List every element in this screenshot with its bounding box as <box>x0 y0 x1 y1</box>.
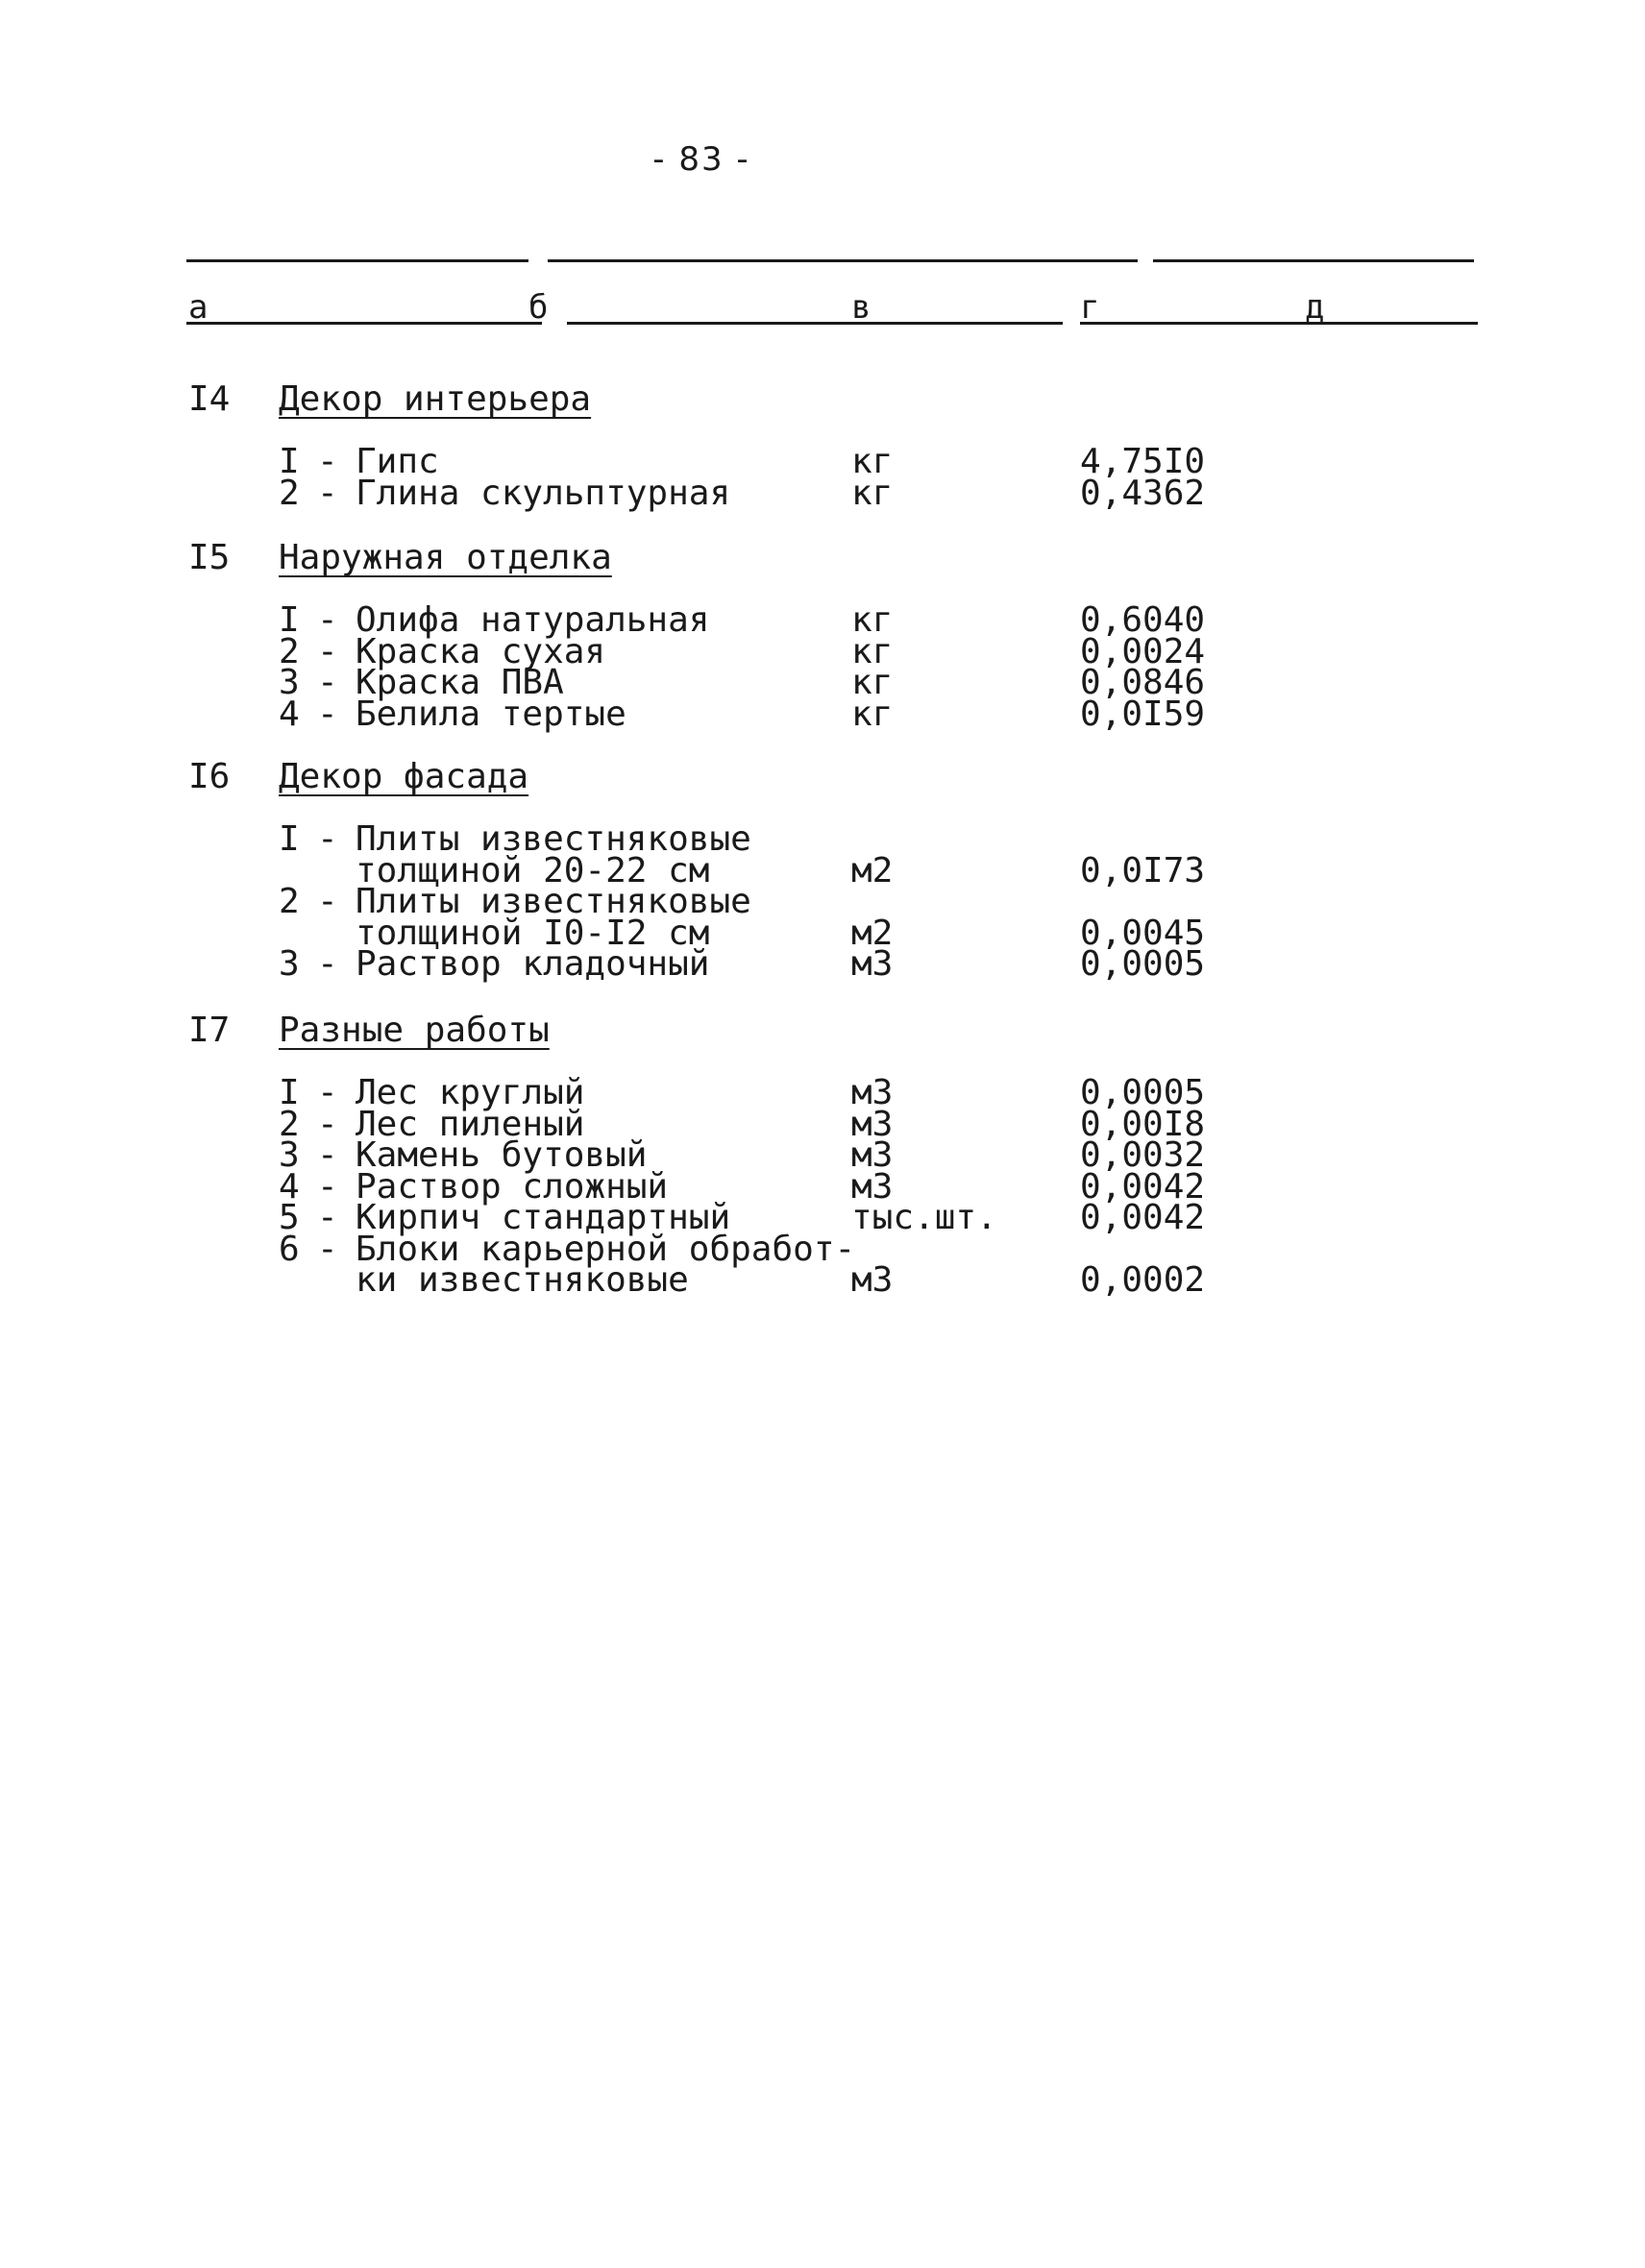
item-unit: м3 <box>851 944 894 984</box>
item-name: Краска ПВА <box>356 663 564 702</box>
item-index: 3 <box>279 663 300 702</box>
section-number: I7 <box>188 1011 231 1050</box>
item-value: 0,0846 <box>1080 663 1206 702</box>
item-value: 0,0045 <box>1080 913 1206 953</box>
item-index: 3 <box>279 1135 300 1175</box>
section-title: Разные работы <box>279 1011 550 1050</box>
item-name: Олифа натуральная <box>356 600 710 640</box>
item-unit: кг <box>851 694 894 734</box>
item-dash: - <box>317 1135 338 1175</box>
item-dash: - <box>317 1229 338 1269</box>
col-header-a: а <box>188 288 209 327</box>
section-number: I4 <box>188 379 231 419</box>
item-value: 0,0I59 <box>1080 694 1206 734</box>
item-name: Плиты известняковые <box>356 882 751 921</box>
item-value: 0,0005 <box>1080 1073 1206 1112</box>
item-unit: тыс.шт. <box>851 1198 997 1237</box>
item-name: Белила тертые <box>356 694 626 734</box>
item-dash: - <box>317 631 338 671</box>
item-unit: кг <box>851 600 894 640</box>
col-header-e: д <box>1305 288 1325 327</box>
header-rule-1 <box>186 322 542 325</box>
item-value: 0,0042 <box>1080 1166 1206 1207</box>
item-name: Гипс <box>356 442 439 481</box>
item-index: 3 <box>279 944 300 984</box>
item-value: 0,0002 <box>1080 1260 1206 1300</box>
item-dash: - <box>317 1198 338 1237</box>
item-name: Раствор кладочный <box>356 944 710 984</box>
item-value: 0,0024 <box>1080 631 1206 671</box>
item-unit: м3 <box>851 1104 894 1144</box>
item-value: 0,0005 <box>1080 944 1206 984</box>
item-name: Лес пиленый <box>356 1104 585 1144</box>
item-unit: м3 <box>851 1260 894 1300</box>
item-name: Кирпич стандартный <box>356 1198 731 1237</box>
item-name: Камень бутовый <box>356 1135 648 1175</box>
item-dash: - <box>317 1073 338 1112</box>
item-name: Раствор сложный <box>356 1166 669 1207</box>
item-unit: м3 <box>851 1135 894 1175</box>
header-rule-2 <box>567 322 1063 325</box>
item-value: 4,75I0 <box>1080 442 1206 481</box>
item-index: 2 <box>279 473 300 513</box>
item-dash: - <box>317 442 338 481</box>
section-title: Наружная отделка <box>279 538 612 577</box>
item-index: I <box>279 600 300 640</box>
item-index: 2 <box>279 882 300 921</box>
item-dash: - <box>317 663 338 702</box>
item-unit: м3 <box>851 1166 894 1207</box>
item-index: I <box>279 819 300 859</box>
item-unit: кг <box>851 663 894 702</box>
top-rule-3 <box>1153 259 1474 262</box>
item-unit: кг <box>851 631 894 671</box>
item-value: 0,0032 <box>1080 1135 1206 1175</box>
item-unit: м2 <box>851 913 894 953</box>
item-unit: кг <box>851 473 894 513</box>
item-name: Глина скульптурная <box>356 473 731 513</box>
item-unit: м2 <box>851 850 894 890</box>
col-header-b: б <box>528 288 549 327</box>
item-index: 2 <box>279 631 300 671</box>
item-dash: - <box>317 819 338 859</box>
item-dash: - <box>317 694 338 734</box>
col-header-c: в <box>851 288 872 327</box>
item-name: Блоки карьерной обработ- <box>356 1229 856 1269</box>
item-index: 2 <box>279 1104 300 1144</box>
top-rule-2 <box>548 259 1138 262</box>
item-index: I <box>279 1073 300 1112</box>
item-index: 5 <box>279 1198 300 1237</box>
item-index: 4 <box>279 1166 300 1207</box>
item-dash: - <box>317 1166 338 1207</box>
item-dash: - <box>317 473 338 513</box>
item-name: Краска сухая <box>356 631 606 671</box>
header-rule-3 <box>1080 322 1478 325</box>
item-index: I <box>279 442 300 481</box>
item-dash: - <box>317 944 338 984</box>
top-rule-1 <box>186 259 528 262</box>
item-index: 6 <box>279 1229 300 1269</box>
item-unit: м3 <box>851 1073 894 1112</box>
item-unit: кг <box>851 442 894 481</box>
item-value: 0,0042 <box>1080 1198 1206 1237</box>
item-name: Плиты известняковые <box>356 819 751 859</box>
item-value: 0,00I8 <box>1080 1104 1206 1144</box>
item-name: толщиной 20-22 см <box>356 850 710 890</box>
item-value: 0,6040 <box>1080 600 1206 640</box>
item-name: толщиной I0-I2 см <box>356 913 710 953</box>
item-value: 0,4362 <box>1080 473 1206 513</box>
item-dash: - <box>317 600 338 640</box>
item-dash: - <box>317 1104 338 1144</box>
item-index: 4 <box>279 694 300 734</box>
item-value: 0,0I73 <box>1080 850 1206 890</box>
item-dash: - <box>317 882 338 921</box>
page-number: - 83 - <box>652 140 750 179</box>
item-name: ки известняковые <box>356 1260 689 1300</box>
section-title: Декор интерьера <box>279 379 592 419</box>
item-name: Лес круглый <box>356 1073 585 1112</box>
section-title: Декор фасада <box>279 757 529 796</box>
section-number: I5 <box>188 538 231 577</box>
col-header-d: г <box>1080 288 1100 327</box>
section-number: I6 <box>188 757 231 796</box>
